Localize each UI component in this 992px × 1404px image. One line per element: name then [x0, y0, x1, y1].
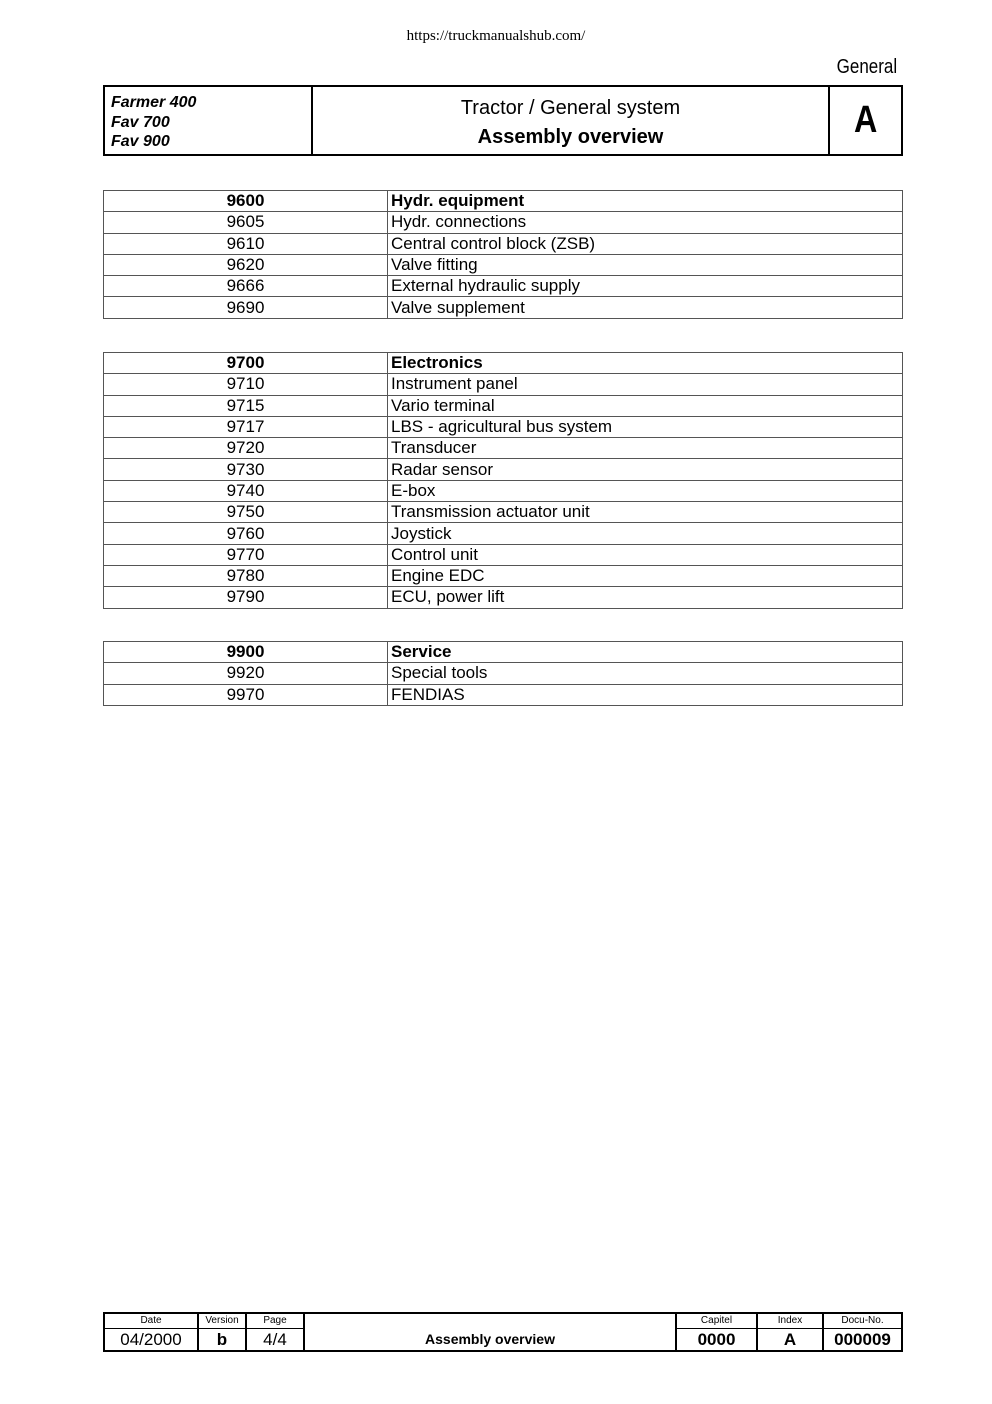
- row-code: 9760: [104, 523, 388, 544]
- table-row: [104, 395, 903, 416]
- footer-date-label: Date: [105, 1314, 197, 1329]
- footer-docu: [824, 1314, 901, 1350]
- table-row: [104, 565, 903, 586]
- row-code: 9780: [104, 565, 388, 586]
- row-code: 9770: [104, 544, 388, 565]
- row-desc: Vario terminal: [388, 395, 903, 416]
- row-desc: Radar sensor: [388, 459, 903, 480]
- footer-page: [247, 1314, 305, 1350]
- footer-title: [305, 1314, 677, 1350]
- group-title: Electronics: [388, 353, 903, 374]
- row-desc: FENDIAS: [388, 684, 903, 705]
- row-code: 9717: [104, 416, 388, 437]
- table-row: [104, 587, 903, 608]
- group-code: 9700: [104, 353, 388, 374]
- row-code: 9920: [104, 663, 388, 684]
- table-row: [104, 416, 903, 437]
- table-row: [104, 374, 903, 395]
- row-desc: Transmission actuator unit: [388, 502, 903, 523]
- footer-docu-value: 000009: [834, 1330, 891, 1349]
- row-code: 9790: [104, 587, 388, 608]
- footer-index-label: Index: [758, 1314, 822, 1329]
- table-row: [104, 502, 903, 523]
- row-code: 9620: [104, 254, 388, 275]
- model-list: [105, 87, 313, 154]
- group-table-hydraulics: [103, 190, 903, 319]
- group-header-row: [104, 191, 903, 212]
- title-line-2: Assembly overview: [477, 126, 664, 148]
- title-line-1: Tractor / General system: [460, 97, 681, 119]
- table-row: [104, 480, 903, 501]
- row-desc: Instrument panel: [388, 374, 903, 395]
- document-title: [313, 87, 830, 154]
- table-row: [104, 254, 903, 275]
- model-name: Fav 700: [111, 113, 170, 131]
- footer-capitel: [677, 1314, 758, 1350]
- group-table-service: [103, 641, 903, 706]
- title-block: [103, 85, 903, 156]
- row-desc: Engine EDC: [388, 565, 903, 586]
- footer-capitel-label: Capitel: [677, 1314, 756, 1329]
- footer-index: [758, 1314, 824, 1350]
- chapter-letter-text: A: [853, 99, 878, 141]
- row-desc: External hydraulic supply: [388, 276, 903, 297]
- footer-date-value: 04/2000: [120, 1330, 182, 1349]
- table-row: [104, 663, 903, 684]
- row-code: 9610: [104, 233, 388, 254]
- footer-docu-label: Docu-No.: [824, 1314, 901, 1329]
- row-code: 9690: [104, 297, 388, 318]
- row-code: 9720: [104, 438, 388, 459]
- footer-version: [199, 1314, 247, 1350]
- row-desc: LBS - agricultural bus system: [388, 416, 903, 437]
- row-desc: Control unit: [388, 544, 903, 565]
- row-code: 9750: [104, 502, 388, 523]
- footer-date: [105, 1314, 199, 1350]
- row-desc: Special tools: [388, 663, 903, 684]
- row-desc: Transducer: [388, 438, 903, 459]
- footer-index-value: A: [783, 1330, 797, 1349]
- model-name: Fav 900: [111, 133, 170, 150]
- model-name: Farmer 400: [111, 94, 197, 111]
- row-desc: Joystick: [388, 523, 903, 544]
- row-desc: Valve fitting: [388, 254, 903, 275]
- group-title: Hydr. equipment: [388, 191, 903, 212]
- group-header-row: [104, 642, 903, 663]
- table-row: [104, 523, 903, 544]
- table-row: [104, 297, 903, 318]
- row-code: 9605: [104, 212, 388, 233]
- group-header-row: [104, 353, 903, 374]
- row-desc: Valve supplement: [388, 297, 903, 318]
- row-desc: E-box: [388, 480, 903, 501]
- table-row: [104, 459, 903, 480]
- table-row: [104, 233, 903, 254]
- table-row: [104, 544, 903, 565]
- row-code: 9740: [104, 480, 388, 501]
- row-code: 9970: [104, 684, 388, 705]
- group-table-electronics: [103, 352, 903, 609]
- footer-page-label: Page: [247, 1314, 303, 1329]
- table-row: [104, 212, 903, 233]
- document-footer: [103, 1312, 903, 1352]
- table-row: [104, 684, 903, 705]
- footer-version-label: Version: [199, 1314, 245, 1329]
- footer-title-text: Assembly overview: [425, 1331, 555, 1347]
- chapter-letter: [830, 87, 901, 154]
- row-code: 9666: [104, 276, 388, 297]
- group-title: Service: [388, 642, 903, 663]
- group-code: 9900: [104, 642, 388, 663]
- section-label: General: [836, 56, 897, 78]
- row-desc: ECU, power lift: [388, 587, 903, 608]
- row-code: 9710: [104, 374, 388, 395]
- row-desc: Hydr. connections: [388, 212, 903, 233]
- source-url[interactable]: https://truckmanualshub.com/: [406, 28, 586, 44]
- row-code: 9730: [104, 459, 388, 480]
- footer-page-value: 4/4: [263, 1330, 287, 1349]
- footer-capitel-value: 0000: [697, 1330, 736, 1349]
- footer-version-value: b: [216, 1330, 228, 1349]
- row-code: 9715: [104, 395, 388, 416]
- group-code: 9600: [104, 191, 388, 212]
- row-desc: Central control block (ZSB): [388, 233, 903, 254]
- table-row: [104, 438, 903, 459]
- table-row: [104, 276, 903, 297]
